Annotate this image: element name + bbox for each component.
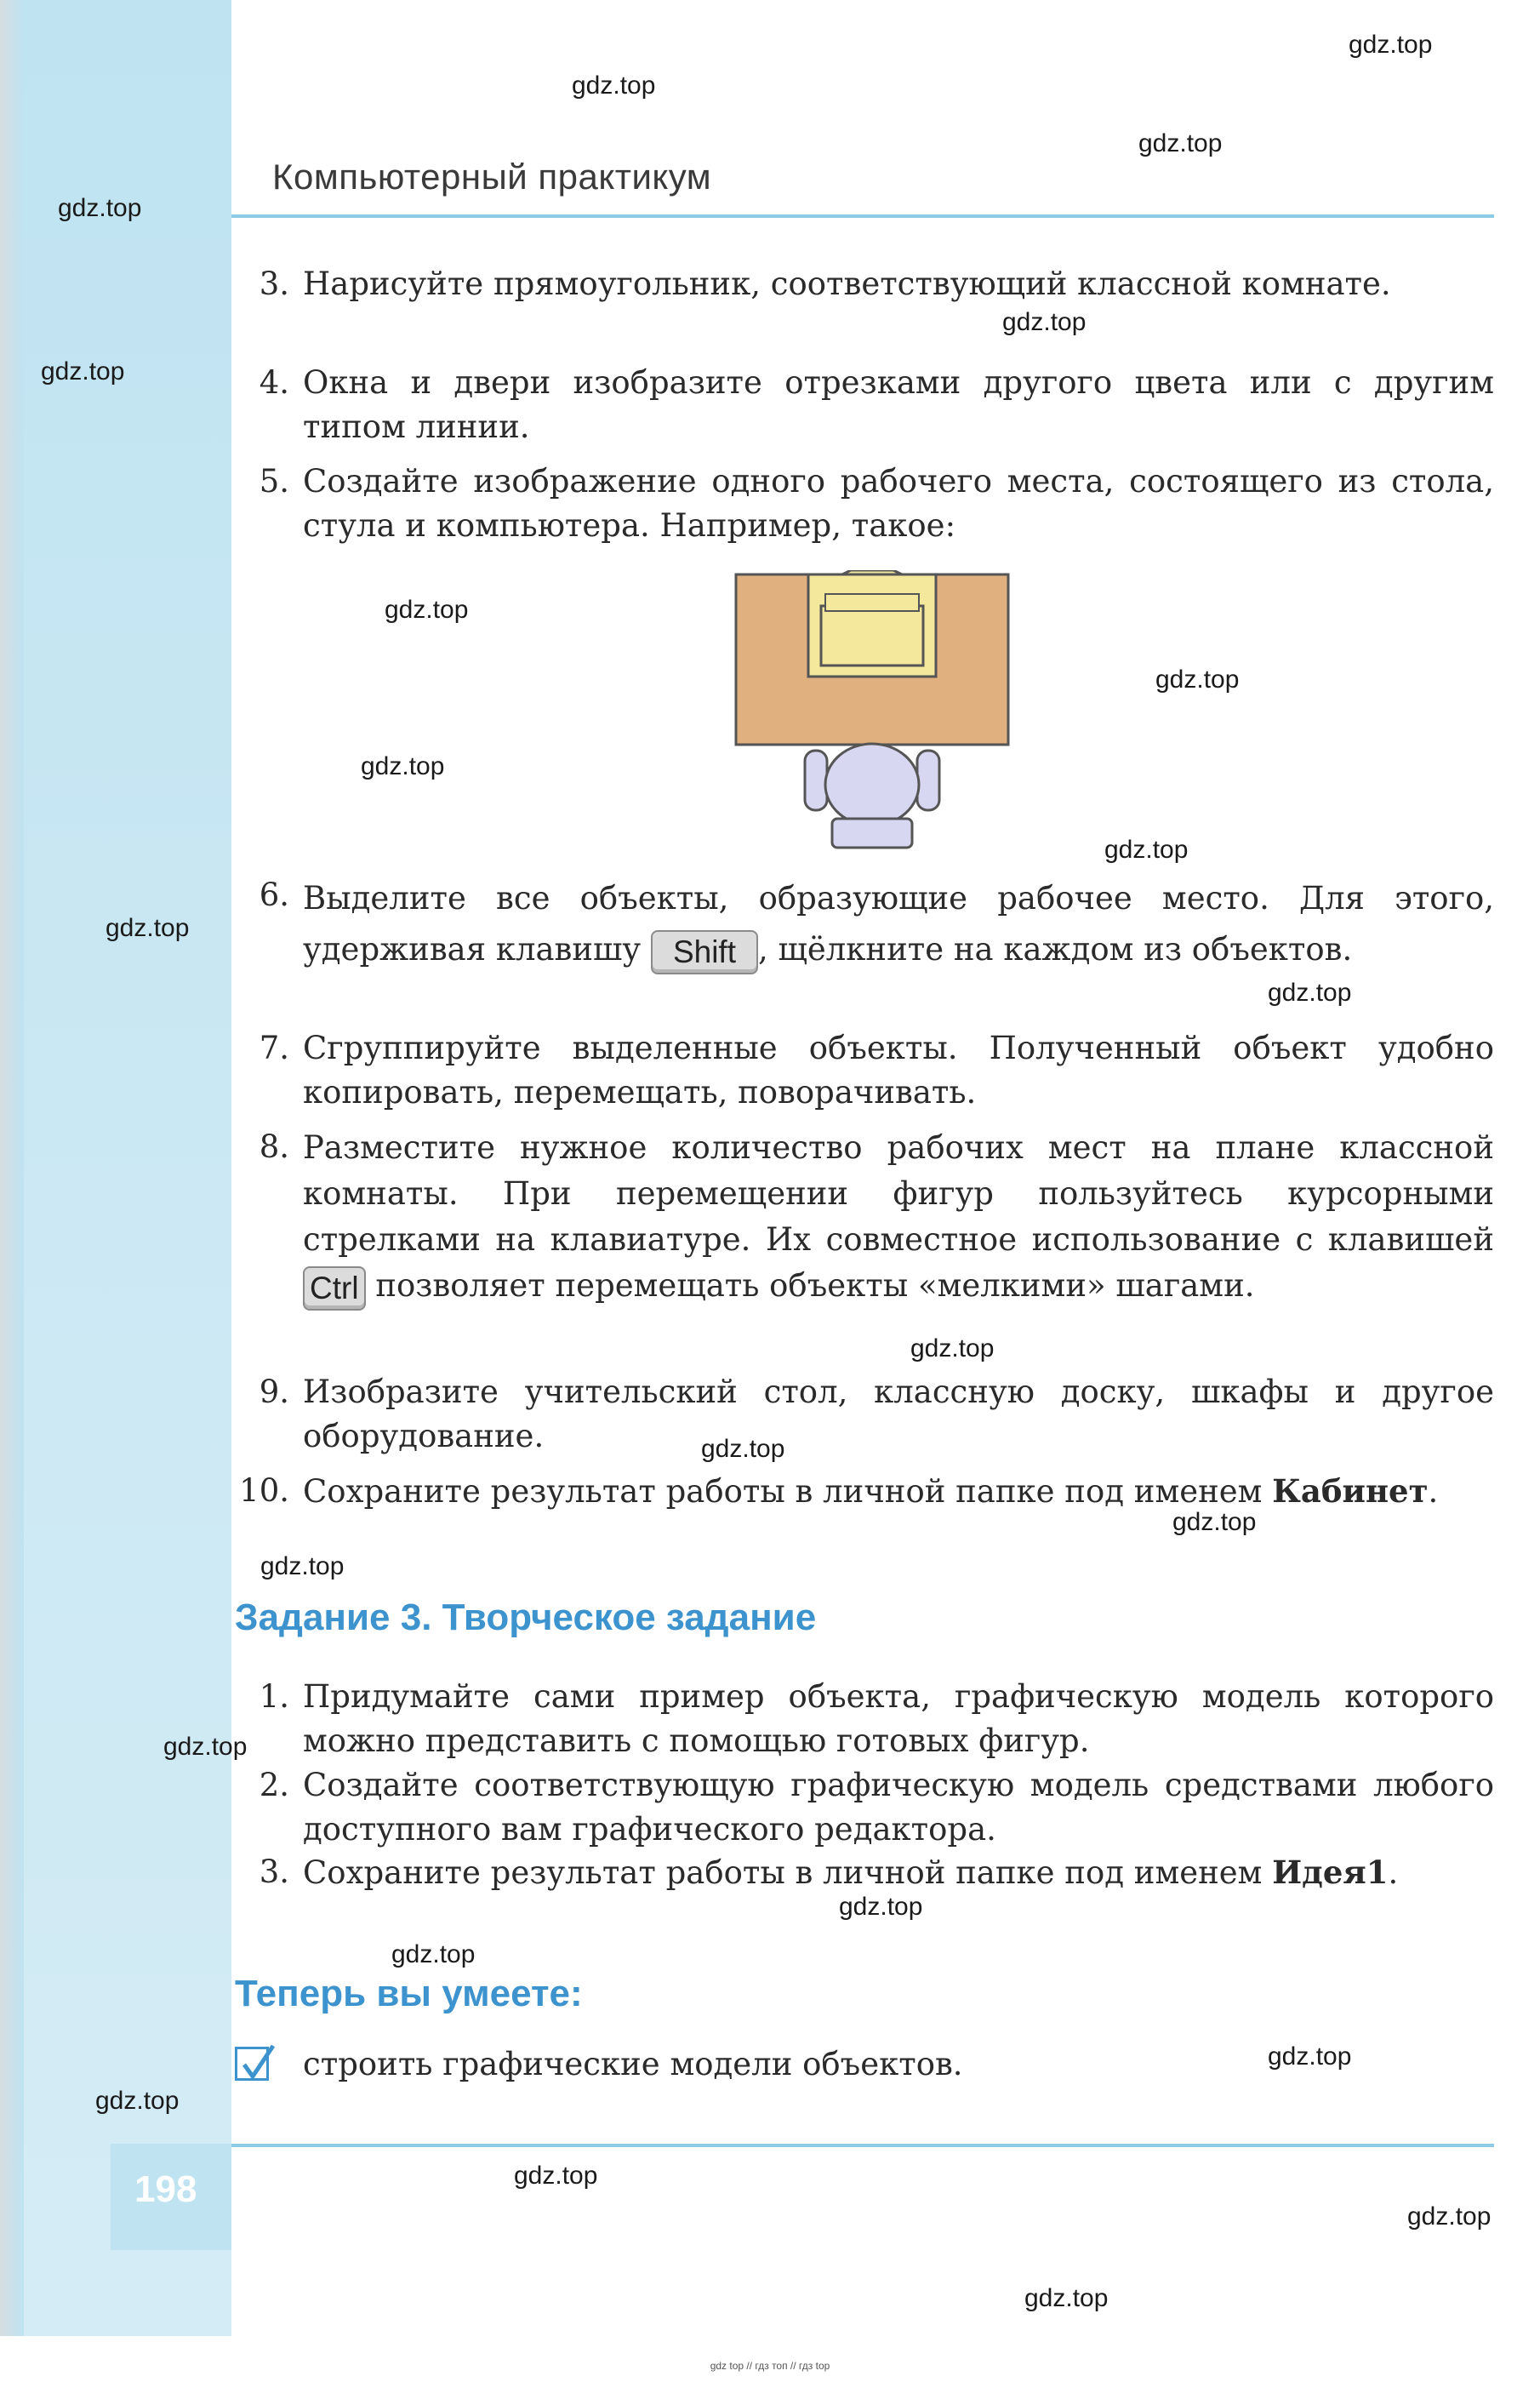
watermark: gdz.top — [1268, 979, 1352, 1007]
keyboard-shape — [821, 606, 923, 665]
item-number: 2. — [259, 1767, 289, 1803]
watermark: gdz.top — [1138, 129, 1223, 157]
watermark: gdz.top — [1104, 836, 1189, 864]
footer-rule — [231, 2144, 1494, 2147]
item-number: 9. — [259, 1374, 289, 1410]
item-text-part: позволяет перемещать объекты «мелкими» шагами. — [375, 1267, 1255, 1304]
item-number: 7. — [259, 1030, 289, 1066]
watermark: gdz.top — [163, 1733, 248, 1761]
list-item — [231, 1026, 1494, 1115]
summary-text: строить графические модели объектов. — [303, 2046, 963, 2082]
item-number: 3. — [259, 1854, 289, 1890]
chair-back — [832, 819, 912, 848]
item-number: 10. — [239, 1472, 289, 1509]
chair-seat — [825, 744, 919, 825]
item-text: Окна и двери изобразите отрезками другого цвета или с другим типом линии. — [303, 364, 1494, 445]
item-text: Создайте изображение одного рабочего места, состоящего из стола, стула и компьютера. Например, такое: — [303, 463, 1494, 544]
chair-armrest-left — [805, 751, 827, 810]
item-number: 4. — [259, 364, 289, 401]
item-text-part: . — [1428, 1473, 1439, 1510]
shift-key: Shift — [651, 930, 758, 974]
watermark: gdz.top — [514, 2162, 598, 2190]
watermark: gdz.top — [1349, 31, 1433, 59]
file-name-bold: Идея1 — [1272, 1854, 1389, 1891]
header-rule — [231, 214, 1494, 218]
watermark: gdz.top — [1407, 2202, 1492, 2231]
item-number: 5. — [259, 463, 289, 500]
watermark: gdz.top — [910, 1334, 995, 1362]
bottom-note: gdz top // гдз топ // гдз top — [710, 2360, 830, 2372]
item-number: 8. — [259, 1128, 289, 1165]
list-item — [231, 460, 1494, 548]
watermark: gdz.top — [41, 357, 125, 386]
section-title: Задание 3. Творческое задание — [235, 1597, 817, 1638]
watermark: gdz.top — [1002, 308, 1087, 336]
watermark: gdz.top — [95, 2087, 180, 2115]
item-text: Нарисуйте прямоугольник, соответствующий классной комнате. — [303, 266, 1391, 302]
item-text: Сгруппируйте выделенные объекты. Полученный объект удобно копировать, перемещать, поворачивать. — [303, 1030, 1494, 1111]
watermark: gdz.top — [701, 1435, 785, 1463]
item-text-part: . — [1388, 1854, 1399, 1891]
watermark: gdz.top — [1155, 665, 1240, 694]
binding-shadow — [0, 0, 24, 2336]
item-text-part: Выделите все объекты, образующие рабочее место. Для этого, удерживая клавишу — [303, 880, 1494, 968]
watermark: gdz.top — [391, 1940, 476, 1968]
item-text-part: , щёлкните на каждом из объектов. — [757, 931, 1353, 968]
watermark: gdz.top — [385, 596, 469, 624]
list-item — [231, 1370, 1494, 1459]
item-text: Придумайте сами пример объекта, графическую модель которого можно представить с помощью готовых фигур. — [303, 1678, 1494, 1759]
item-number: 3. — [259, 266, 289, 302]
left-margin-band — [0, 0, 231, 2336]
watermark: gdz.top — [58, 194, 142, 222]
item-number: 1. — [259, 1678, 289, 1715]
watermark: gdz.top — [106, 914, 190, 942]
item-text — [303, 873, 1494, 975]
list-item — [231, 1763, 1494, 1852]
workstation-illustration — [732, 570, 1012, 860]
item-text — [303, 1469, 1494, 1514]
page-number: 198 — [134, 2168, 197, 2210]
item-text-part: Сохраните результат работы в личной папке под именем — [303, 1854, 1263, 1891]
item-text: Изобразите учительский стол, классную доску, шкафы и другое оборудование. — [303, 1374, 1494, 1454]
item-text — [303, 1850, 1494, 1895]
watermark: gdz.top — [1024, 2284, 1109, 2312]
item-number: 6. — [259, 877, 289, 913]
item-text-part: Разместите нужное количество рабочих мест на плане классной комнаты. При перемещении фигур пользуйтесь курсорными стрелками на клавиатуре. Их совместное использование с клавишей — [303, 1129, 1494, 1258]
list-item — [231, 1469, 1494, 1557]
item-text: Создайте соответствующую графическую модель средствами любого доступного вам графического редактора. — [303, 1767, 1494, 1848]
ctrl-key: Ctrl — [303, 1266, 366, 1311]
chair-armrest-right — [917, 751, 939, 810]
watermark: gdz.top — [1268, 2042, 1352, 2071]
list-item — [231, 1675, 1494, 1763]
item-text-part: Сохраните результат работы в личной папке под именем — [303, 1473, 1263, 1510]
list-item — [231, 361, 1494, 449]
list-item — [231, 262, 1494, 351]
running-header: Компьютерный практикум — [272, 157, 712, 197]
monitor-stand — [825, 594, 919, 611]
watermark: gdz.top — [1172, 1508, 1257, 1536]
item-text — [303, 1125, 1494, 1311]
watermark: gdz.top — [839, 1893, 923, 1921]
watermark: gdz.top — [260, 1552, 345, 1580]
file-name-bold: Кабинет — [1272, 1472, 1429, 1510]
watermark: gdz.top — [361, 752, 445, 780]
list-item — [231, 1125, 1494, 1355]
summary-title: Теперь вы умеете: — [235, 1973, 583, 2014]
watermark: gdz.top — [572, 71, 656, 100]
